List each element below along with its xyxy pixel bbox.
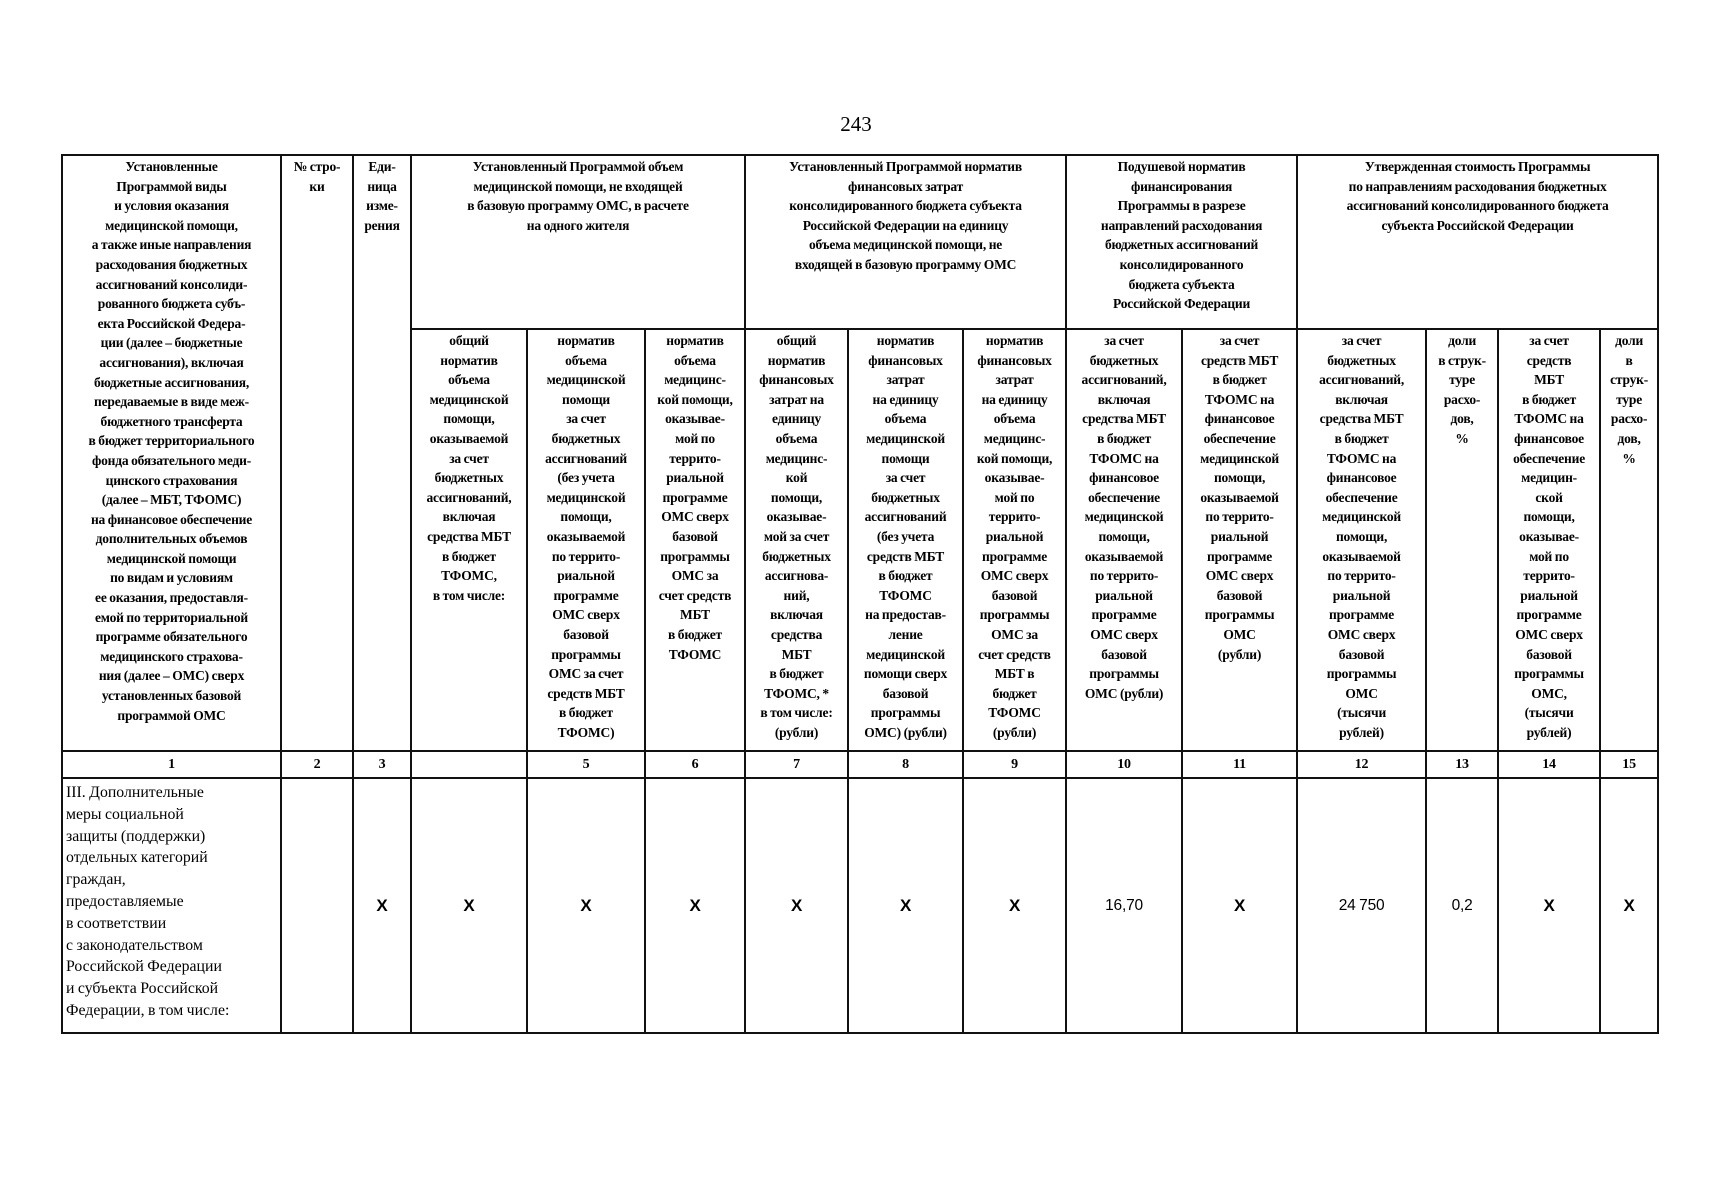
column-number: 14 [1498, 751, 1600, 778]
column-number: 5 [527, 751, 645, 778]
column-number [411, 751, 527, 778]
cell-col-14: X [1498, 778, 1600, 1033]
header-sub-9: норматив финансовых затрат на единицу объема медицинс- кой помощи, оказывае- мой по террито- риальной программе ОМС сверх базовой программы ОМС за счет средств МБТ в бюджет ТФОМС (рубли) [963, 329, 1066, 751]
header-sub-10: за счет бюджетных ассигнований, включая средства МБТ в бюджет ТФОМС на финансовое обеспечение медицинской помощи, оказываемой по террито- риальной программе ОМС сверх базовой программы ОМС (рубли) [1066, 329, 1182, 751]
column-number: 3 [353, 751, 411, 778]
column-number: 15 [1600, 751, 1658, 778]
header-group-cost-norm: Установленный Программой норматив финансовых затрат консолидированного бюджета субъекта Российской Федерации на единицу объема медицинской помощи, не входящей в базовую программу ОМС [745, 155, 1066, 329]
page-number: 243 [840, 112, 872, 136]
cell-col-12: 24 750 [1297, 778, 1426, 1033]
header-group-per-capita: Подушевой норматив финансирования Программы в разрезе направлений расходования бюджетных ассигнований консолидированного бюджета субъекта Российской Федерации [1066, 155, 1297, 329]
column-number: 7 [745, 751, 848, 778]
header-sub-5: норматив объема медицинской помощи за счет бюджетных ассигнований (без учета медицинской помощи, оказываемой по террито- риальной программе ОМС сверх базовой программы ОМС за счет средств МБТ в бюджет ТФОМС) [527, 329, 645, 751]
cell-col-5: X [527, 778, 645, 1033]
column-number: 1 [62, 751, 281, 778]
cell-col-11: X [1182, 778, 1297, 1033]
header-sub-4: общий норматив объема медицинской помощи, оказываемой за счет бюджетных ассигнований, включая средства МБТ в бюджет ТФОМС, в том числе: [411, 329, 527, 751]
cell-col-10: 16,70 [1066, 778, 1182, 1033]
cell-col-13: 0,2 [1426, 778, 1498, 1033]
header-sub-8: норматив финансовых затрат на единицу объема медицинской помощи за счет бюджетных ассигнований (без учета средств МБТ в бюджет ТФОМС на предостав- ление медицинской помощи сверх базовой программы ОМС) (рубли) [848, 329, 963, 751]
column-number-row [62, 751, 1658, 778]
row-number-cell [281, 778, 353, 1033]
column-number: 6 [645, 751, 745, 778]
header-types-of-care: Установленные Программой виды и условия оказания медицинской помощи, а также иные направления расходования бюджетных ассигнований консолиди- рованного бюджета субъ- екта Российской Федера- ции (далее – бюджетные ассигнования), включая бюджетные ассигнования, передаваемые в виде меж- бюджетного трансферта в бюджет территориального фонда обязательного меди- цинского страхования (далее – МБТ, ТФОМС) на финансовое обеспечение дополнительных объемов медицинской помощи по видам и условиям ее оказания, предоставля- емой по территориальной программе обязательного медицинского страхова- ния (далее – ОМС) сверх установленных базовой программой ОМС [62, 155, 281, 751]
header-sub-14: за счет средств МБТ в бюджет ТФОМС на финансовое обеспечение медицин- ской помощи, оказывае- мой по террито- риальной программе ОМС сверх базовой программы ОМС, (тысячи рублей) [1498, 329, 1600, 751]
header-sub-7: общий норматив финансовых затрат на единицу объема медицинс- кой помощи, оказывае- мой за счет бюджетных ассигнова- ний, включая средства МБТ в бюджет ТФОМС, * в том числе: (рубли) [745, 329, 848, 751]
cell-col-7: X [745, 778, 848, 1033]
header-sub-11: за счет средств МБТ в бюджет ТФОМС на финансовое обеспечение медицинской помощи, оказываемой по террито- риальной программе ОМС сверх базовой программы ОМС (рубли) [1182, 329, 1297, 751]
cell-col-6: X [645, 778, 745, 1033]
column-number: 12 [1297, 751, 1426, 778]
header-row-groups [62, 155, 1658, 329]
row-name: III. Дополнительные меры социальной защиты (поддержки) отдельных категорий граждан, предоставляемые в соответствии с законодательством Российской Федерации и субъекта Российской Федерации, в том числе: [62, 778, 281, 1033]
cell-col-15: X [1600, 778, 1658, 1033]
header-group-volume: Установленный Программой объем медицинской помощи, не входящей в базовую программу ОМС, в расчете на одного жителя [411, 155, 745, 329]
header-group-program-cost: Утвержденная стоимость Программы по направлениям расходования бюджетных ассигнований консолидированного бюджета субъекта Российской Федерации [1297, 155, 1658, 329]
budget-table [61, 154, 1659, 1034]
column-number: 9 [963, 751, 1066, 778]
header-row-number: № стро- ки [281, 155, 353, 751]
header-sub-12: за счет бюджетных ассигнований, включая средства МБТ в бюджет ТФОМС на финансовое обеспечение медицинской помощи, оказываемой по террито- риальной программе ОМС сверх базовой программы ОМС (тысячи рублей) [1297, 329, 1426, 751]
unit-cell: X [353, 778, 411, 1033]
table-row [62, 778, 1658, 1033]
column-number: 2 [281, 751, 353, 778]
column-number: 10 [1066, 751, 1182, 778]
header-sub-6: норматив объема медицинс- кой помощи, оказывае- мой по террито- риальной программе ОМС сверх базовой программы ОМС за счет средств МБТ в бюджет ТФОМС [645, 329, 745, 751]
header-sub-13: доли в струк- туре расхо- дов, % [1426, 329, 1498, 751]
cell-col-9: X [963, 778, 1066, 1033]
column-number: 13 [1426, 751, 1498, 778]
cell-col-8: X [848, 778, 963, 1033]
header-sub-15: доли в струк- туре расхо- дов, % [1600, 329, 1658, 751]
column-number: 11 [1182, 751, 1297, 778]
header-unit: Еди- ница изме- рения [353, 155, 411, 751]
cell-col-4: X [411, 778, 527, 1033]
column-number: 8 [848, 751, 963, 778]
